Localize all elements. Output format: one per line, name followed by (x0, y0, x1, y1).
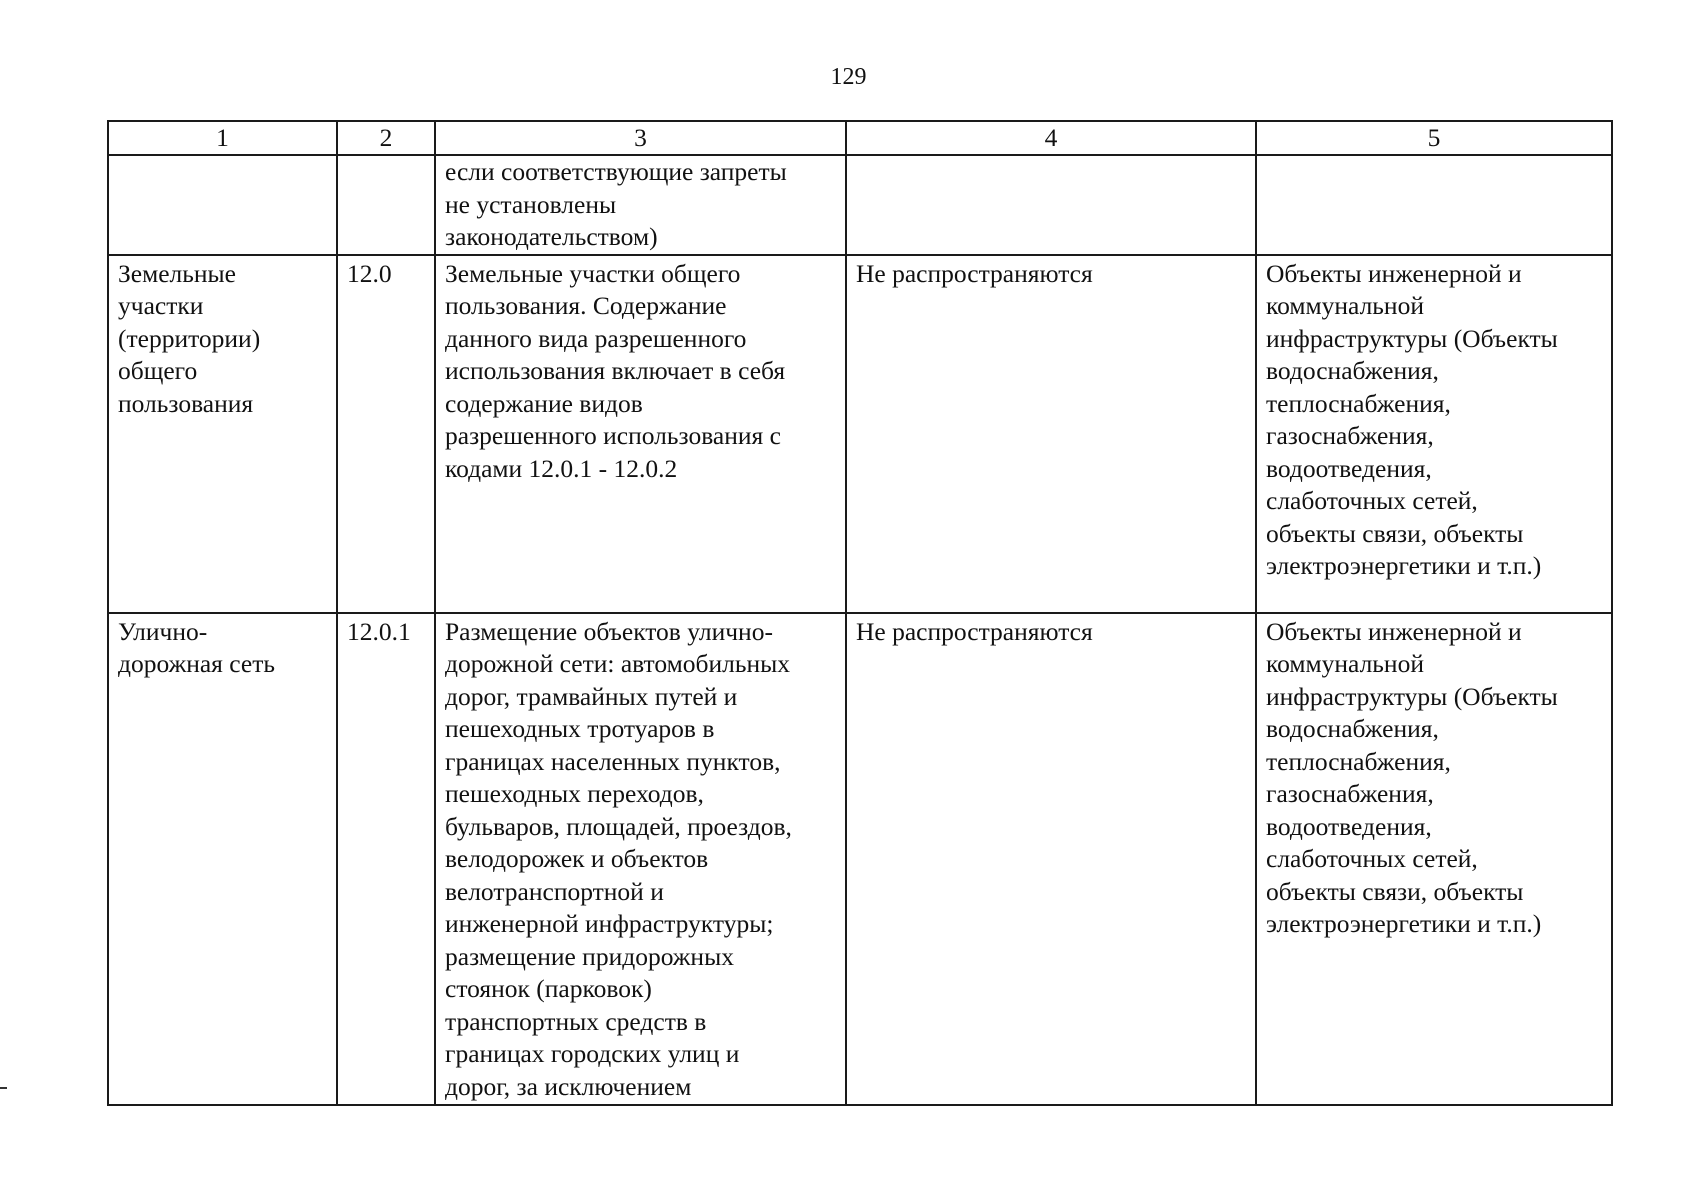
land-use-table (107, 120, 1613, 1106)
cell-name: Земельные участки (территории) общего пользования (108, 255, 337, 613)
column-header-1: 1 (108, 121, 337, 155)
cell-col5: Объекты инженерной и коммунальной инфраструктуры (Объекты водоснабжения, теплоснабжения, газоснабжения, водоотведения, слаботочных сетей, объекты связи, объекты электроэнергетики и т.п.) (1256, 613, 1612, 1105)
column-header-4: 4 (846, 121, 1256, 155)
column-header-2: 2 (337, 121, 435, 155)
page-number: 129 (830, 64, 867, 90)
cell-code (337, 155, 435, 255)
table-header-row (108, 121, 1612, 155)
cell-col5 (1256, 155, 1612, 255)
table-row (108, 155, 1612, 255)
margin-tick (0, 1087, 7, 1089)
cell-col5: Объекты инженерной и коммунальной инфраструктуры (Объекты водоснабжения, теплоснабжения, газоснабжения, водоотведения, слаботочных сетей, объекты связи, объекты электроэнергетики и т.п.) (1256, 255, 1612, 613)
cell-code: 12.0 (337, 255, 435, 613)
cell-col4 (846, 155, 1256, 255)
column-header-5: 5 (1256, 121, 1612, 155)
column-header-3: 3 (435, 121, 846, 155)
cell-col4: Не распространяются (846, 255, 1256, 613)
cell-name: Улично- дорожная сеть (108, 613, 337, 1105)
cell-code: 12.0.1 (337, 613, 435, 1105)
cell-description: Размещение объектов улично- дорожной сети: автомобильных дорог, трамвайных путей и пешеходных тротуаров в границах населенных пунктов, пешеходных переходов, бульваров, площадей, проездов, велодорожек и объектов велотранспортной и инженерной инфраструктуры; размещение придорожных стоянок (парковок) транспортных средств в границах городских улиц и дорог, за исключением (435, 613, 846, 1105)
cell-description: если соответствующие запреты не установлены законодательством) (435, 155, 846, 255)
table-row (108, 255, 1612, 613)
cell-col4: Не распространяются (846, 613, 1256, 1105)
cell-description: Земельные участки общего пользования. Содержание данного вида разрешенного использования включает в себя содержание видов разрешенного использования с кодами 12.0.1 - 12.0.2 (435, 255, 846, 613)
table-row (108, 613, 1612, 1105)
cell-name (108, 155, 337, 255)
